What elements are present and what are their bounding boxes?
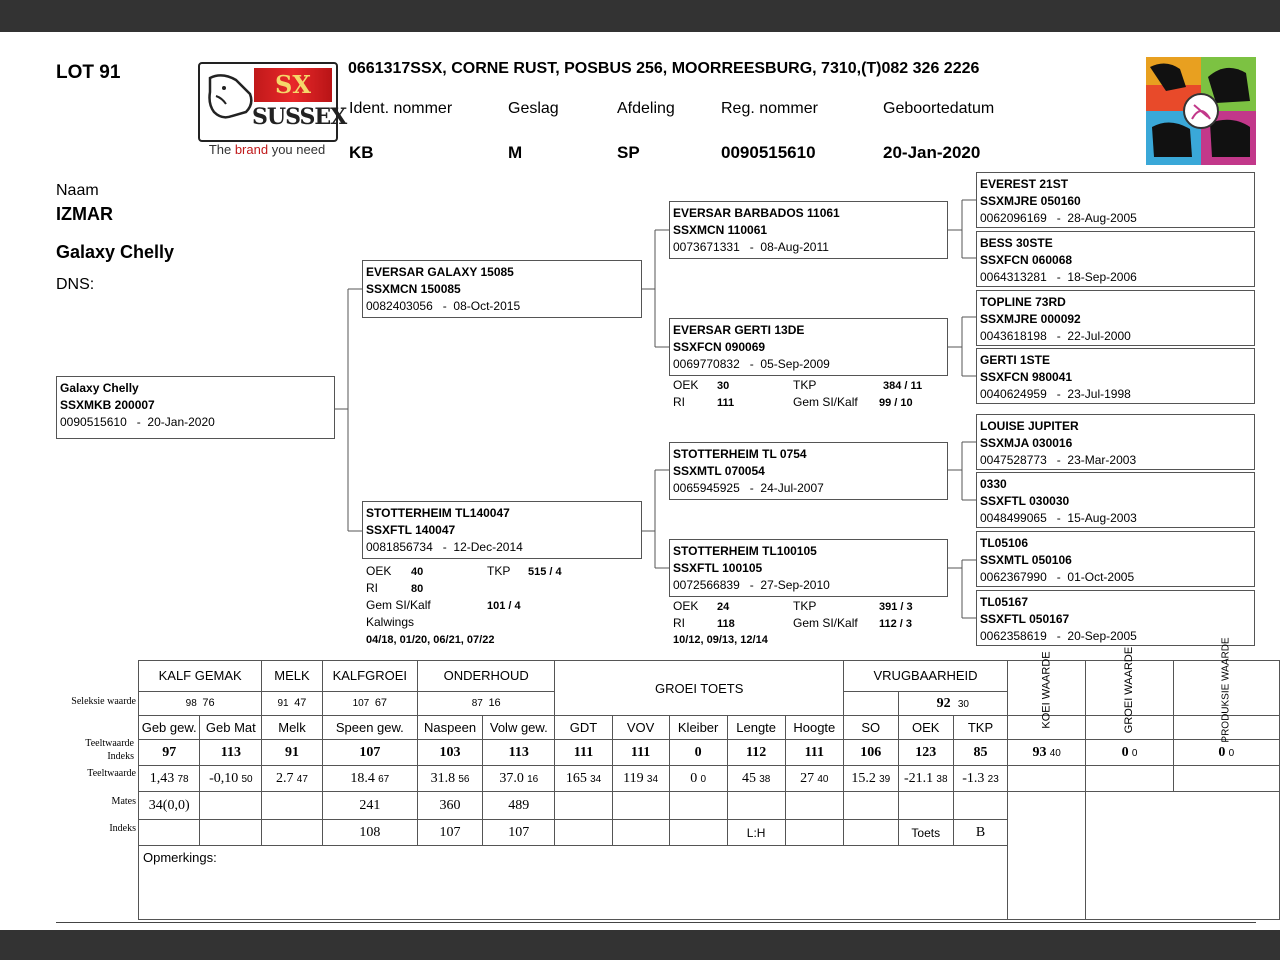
col-naspeen: Naspeen xyxy=(417,716,482,740)
indeks-row-blank xyxy=(669,820,727,846)
sd-gem-value: 99 / 10 xyxy=(879,397,913,409)
dd-tkp-label: TKP xyxy=(793,599,817,613)
teeltwaarde-cell: 15.2 39 xyxy=(843,766,898,792)
teeltwaarde-cell: -1.3 23 xyxy=(953,766,1007,792)
dam-ri-label: RI xyxy=(366,581,378,595)
col-volw-gew: Volw gew. xyxy=(483,716,555,740)
indeks-speen-value: 108 xyxy=(322,820,417,846)
owner-line: 0661317SSX, CORNE RUST, POSBUS 256, MOORREESBURG, 7310,(T)082 326 2226 xyxy=(348,60,980,77)
group-onderhoud: ONDERHOUD xyxy=(417,661,555,692)
pedigree-ddd: TL05167 SSXFTL 050167 0062358619 - 20-Sep-2005 xyxy=(976,590,1255,646)
pedigree-sdd: GERTI 1STE SSXFCN 980041 0040624959 - 23-Jul-1998 xyxy=(976,348,1255,404)
pedigree-dss: LOUISE JUPITER SSXMJA 030016 0047528773 - 23-Mar-2003 xyxy=(976,414,1255,470)
mates-blank xyxy=(727,792,785,820)
reg-value: 0090515610 xyxy=(721,143,816,162)
footer-rule xyxy=(56,922,1256,923)
group-vrugbaarheid: VRUGBAARHEID xyxy=(843,661,1007,692)
col-geb-gew: Geb gew. xyxy=(139,716,200,740)
dd-oek-value: 24 xyxy=(717,601,730,613)
sd-oek-label: OEK xyxy=(673,378,699,392)
mates-blank xyxy=(555,792,612,820)
teeltwaarde-cell: 18.4 67 xyxy=(322,766,417,792)
indeks-b-value: B xyxy=(953,820,1007,846)
indeks-row-blank xyxy=(139,820,200,846)
logo-tagline: The brand you need xyxy=(208,142,326,157)
geslag-label: Geslag xyxy=(508,100,559,117)
col-kleiber: Kleiber xyxy=(669,716,727,740)
ident-label: Ident. nommer xyxy=(349,100,453,117)
dam-tkp-label: TKP xyxy=(487,564,511,578)
dd-ri-label: RI xyxy=(673,616,685,630)
indeks-cell: 111 xyxy=(785,740,843,766)
dd-oek-label: OEK xyxy=(673,599,699,613)
indeks-row-blank xyxy=(843,820,898,846)
indeks-row-blank xyxy=(612,820,669,846)
mates-volw-value: 489 xyxy=(483,792,555,820)
mates-blank xyxy=(612,792,669,820)
col-gdt: GDT xyxy=(555,716,612,740)
seleksie-melk: 91 47 xyxy=(262,691,322,715)
teeltwaarde-cell: 45 38 xyxy=(727,766,785,792)
pedigree-sire-dam: EVERSAR GERTI 13DE SSXFCN 090069 0069770832 - 05-Sep-2009 xyxy=(669,318,948,376)
dd-gem-label: Gem SI/Kalf xyxy=(793,616,858,630)
row-label-seleksie: Seleksie waarde xyxy=(71,696,136,707)
indeks-cell: 112 xyxy=(727,740,785,766)
teeltwaarde-blank xyxy=(1173,766,1279,792)
indeks-lh-value: L:H xyxy=(727,820,785,846)
right-blank xyxy=(1008,792,1086,920)
indeks-cell: 85 xyxy=(953,740,1007,766)
col-hoogte: Hoogte xyxy=(785,716,843,740)
indeks-naspeen-value: 107 xyxy=(417,820,482,846)
col-so: SO xyxy=(843,716,898,740)
group-groei-toets: GROEI TOETS xyxy=(555,661,844,716)
indeks-volw-value: 107 xyxy=(483,820,555,846)
ident-value: KB xyxy=(349,143,374,162)
logo-mark: SX xyxy=(254,68,332,102)
animal-name: Galaxy Chelly xyxy=(56,242,175,262)
seleksie-vrugbaarheid: 92 30 xyxy=(898,691,1008,715)
pedigree-ssd: BESS 30STE SSXFCN 060068 0064313281 - 18-Sep-2006 xyxy=(976,231,1255,287)
dd-gem-value: 112 / 3 xyxy=(879,618,913,630)
teeltwaarde-cell: -0,10 50 xyxy=(200,766,262,792)
indeks-cell: 111 xyxy=(555,740,612,766)
mates-blank xyxy=(843,792,898,820)
sd-oek-value: 30 xyxy=(717,380,730,392)
mates-naspeen-value: 360 xyxy=(417,792,482,820)
seleksie-onderhoud: 87 16 xyxy=(417,691,555,715)
pedigree-sire-sire: EVERSAR BARBADOS 11061 SSXMCN 110061 0073671331 - 08-Aug-2011 xyxy=(669,201,948,259)
pedigree-sire: EVERSAR GALAXY 15085 SSXMCN 150085 0082403056 - 08-Oct-2015 xyxy=(362,260,642,318)
indeks-cell: 113 xyxy=(200,740,262,766)
col-melk: Melk xyxy=(262,716,322,740)
seleksie-kalfgroei: 107 67 xyxy=(322,691,417,715)
dam-kalwings-value: 04/18, 01/20, 06/21, 07/22 xyxy=(366,634,495,646)
pedigree-dam-sire: STOTTERHEIM TL 0754 SSXMTL 070054 0065945925 - 24-Jul-2007 xyxy=(669,442,948,500)
indeks-cell: 103 xyxy=(417,740,482,766)
row-label-teeltwaarde: Teeltwaarde xyxy=(87,768,136,779)
col-tkp: TKP xyxy=(953,716,1007,740)
mates-calf-value: 34(0,0) xyxy=(139,792,200,820)
produksie-waarde-value: 0 0 xyxy=(1173,740,1279,766)
pedigree-sds: TOPLINE 73RD SSXMJRE 000092 0043618198 - 22-Jul-2000 xyxy=(976,290,1255,346)
teeltwaarde-cell: 119 34 xyxy=(612,766,669,792)
indeks-row-blank xyxy=(262,820,322,846)
mates-blank xyxy=(200,792,262,820)
groei-waarde-value: 0 0 xyxy=(1086,740,1173,766)
naam-value: IZMAR xyxy=(56,204,113,224)
mates-blank xyxy=(953,792,1007,820)
dd-tkp-value: 391 / 3 xyxy=(879,601,913,613)
teeltwaarde-cell: -21.1 38 xyxy=(898,766,953,792)
dam-ri-value: 80 xyxy=(411,583,424,595)
indeks-cell: 113 xyxy=(483,740,555,766)
col-vov: VOV xyxy=(612,716,669,740)
pedigree-dsd: 0330 SSXFTL 030030 0048499065 - 15-Aug-2003 xyxy=(976,472,1255,528)
mates-blank xyxy=(262,792,322,820)
indeks-cell: 97 xyxy=(139,740,200,766)
right-blank xyxy=(1086,792,1280,920)
sd-tkp-value: 384 / 11 xyxy=(883,380,923,392)
seleksie-vrug-blank xyxy=(843,691,898,715)
header-groei-waarde: GROEI WAARDE xyxy=(1086,661,1173,716)
opmerkings-field: Opmerkings: xyxy=(139,846,1008,920)
afdeling-label: Afdeling xyxy=(617,100,675,117)
col-speen-gew: Speen gew. xyxy=(322,716,417,740)
pedigree-subject: Galaxy Chelly SSXMKB 200007 0090515610 - 20-Jan-2020 xyxy=(56,376,335,439)
group-melk: MELK xyxy=(262,661,322,692)
bottom-bar xyxy=(0,930,1280,960)
dns-label: DNS: xyxy=(56,276,95,293)
sd-ri-value: 111 xyxy=(717,397,735,409)
teeltwaarde-cell: 37.0 16 xyxy=(483,766,555,792)
dam-oek-value: 40 xyxy=(411,566,424,578)
indeks-cell: 91 xyxy=(262,740,322,766)
teeltwaarde-cell: 0 0 xyxy=(669,766,727,792)
mates-blank xyxy=(785,792,843,820)
indeks-row-blank xyxy=(785,820,843,846)
pedigree-dds: TL05106 SSXMTL 050106 0062367990 - 01-Oct-2005 xyxy=(976,531,1255,587)
dd-ri-value: 118 xyxy=(717,618,735,630)
indeks-cell: 107 xyxy=(322,740,417,766)
dam-oek-label: OEK xyxy=(366,564,392,578)
geboorte-value: 20-Jan-2020 xyxy=(883,143,981,162)
col-lengte: Lengte xyxy=(727,716,785,740)
indeks-row-blank xyxy=(555,820,612,846)
mates-speen-value: 241 xyxy=(322,792,417,820)
header-produksie-waarde: PRODUKSIE WAARDE xyxy=(1173,661,1279,716)
teeltwaarde-cell: 27 40 xyxy=(785,766,843,792)
group-kalf-gemak: KALF GEMAK xyxy=(139,661,262,692)
indeks-toets-value: Toets xyxy=(898,820,953,846)
teeltwaarde-blank xyxy=(1008,766,1086,792)
indeks-row-blank xyxy=(200,820,262,846)
seleksie-kalf-gemak: 98 76 xyxy=(139,691,262,715)
indeks-cell: 111 xyxy=(612,740,669,766)
geslag-value: M xyxy=(508,143,523,162)
dam-gem-value: 101 / 4 xyxy=(487,600,521,612)
col-geb-mat: Geb Mat xyxy=(200,716,262,740)
header-koei-waarde: KOEI WAARDE xyxy=(1008,661,1086,716)
geboorte-label: Geboortedatum xyxy=(883,100,995,117)
indeks-cell: 123 xyxy=(898,740,953,766)
teeltwaarde-cell: 31.8 56 xyxy=(417,766,482,792)
reg-label: Reg. nommer xyxy=(721,100,818,117)
dam-tkp-value: 515 / 4 xyxy=(528,566,562,578)
row-label-teeltwaarde-indeks: Teeltwaarde Indeks xyxy=(85,738,134,762)
pedigree-dam-dam: STOTTERHEIM TL100105 SSXFTL 100105 0072566839 - 27-Sep-2010 xyxy=(669,539,948,597)
teeltwaarde-cell: 1,43 78 xyxy=(139,766,200,792)
pedigree-dam: STOTTERHEIM TL140047 SSXFTL 140047 0081856734 - 12-Dec-2014 xyxy=(362,501,642,559)
logo-word: SUSSEX xyxy=(252,104,347,130)
indeks-cell: 106 xyxy=(843,740,898,766)
row-label-indeks: Indeks xyxy=(109,823,136,834)
lot-number: LOT 91 xyxy=(56,62,121,83)
sd-gem-label: Gem SI/Kalf xyxy=(793,395,858,409)
group-kalfgroei: KALFGROEI xyxy=(322,661,417,692)
naam-label: Naam xyxy=(56,182,99,199)
afdeling-value: SP xyxy=(617,143,640,162)
dam-kalwings-label: Kalwings xyxy=(366,615,415,629)
pedigree-sss: EVEREST 21ST SSXMJRE 050160 0062096169 - 28-Aug-2005 xyxy=(976,172,1255,228)
col-oek: OEK xyxy=(898,716,953,740)
teeltwaarde-cell: 2.7 47 xyxy=(262,766,322,792)
row-label-mates: Mates xyxy=(111,796,136,807)
teeltwaarde-cell: 165 34 xyxy=(555,766,612,792)
sd-tkp-label: TKP xyxy=(793,378,817,392)
dam-gem-label: Gem SI/Kalf xyxy=(366,598,431,612)
teeltwaarde-blank xyxy=(1086,766,1173,792)
dd-kalwings-value: 10/12, 09/13, 12/14 xyxy=(673,634,768,646)
indeks-cell: 0 xyxy=(669,740,727,766)
sd-ri-label: RI xyxy=(673,395,685,409)
mates-blank xyxy=(669,792,727,820)
koei-waarde-value: 93 40 xyxy=(1008,740,1086,766)
mates-blank xyxy=(898,792,953,820)
